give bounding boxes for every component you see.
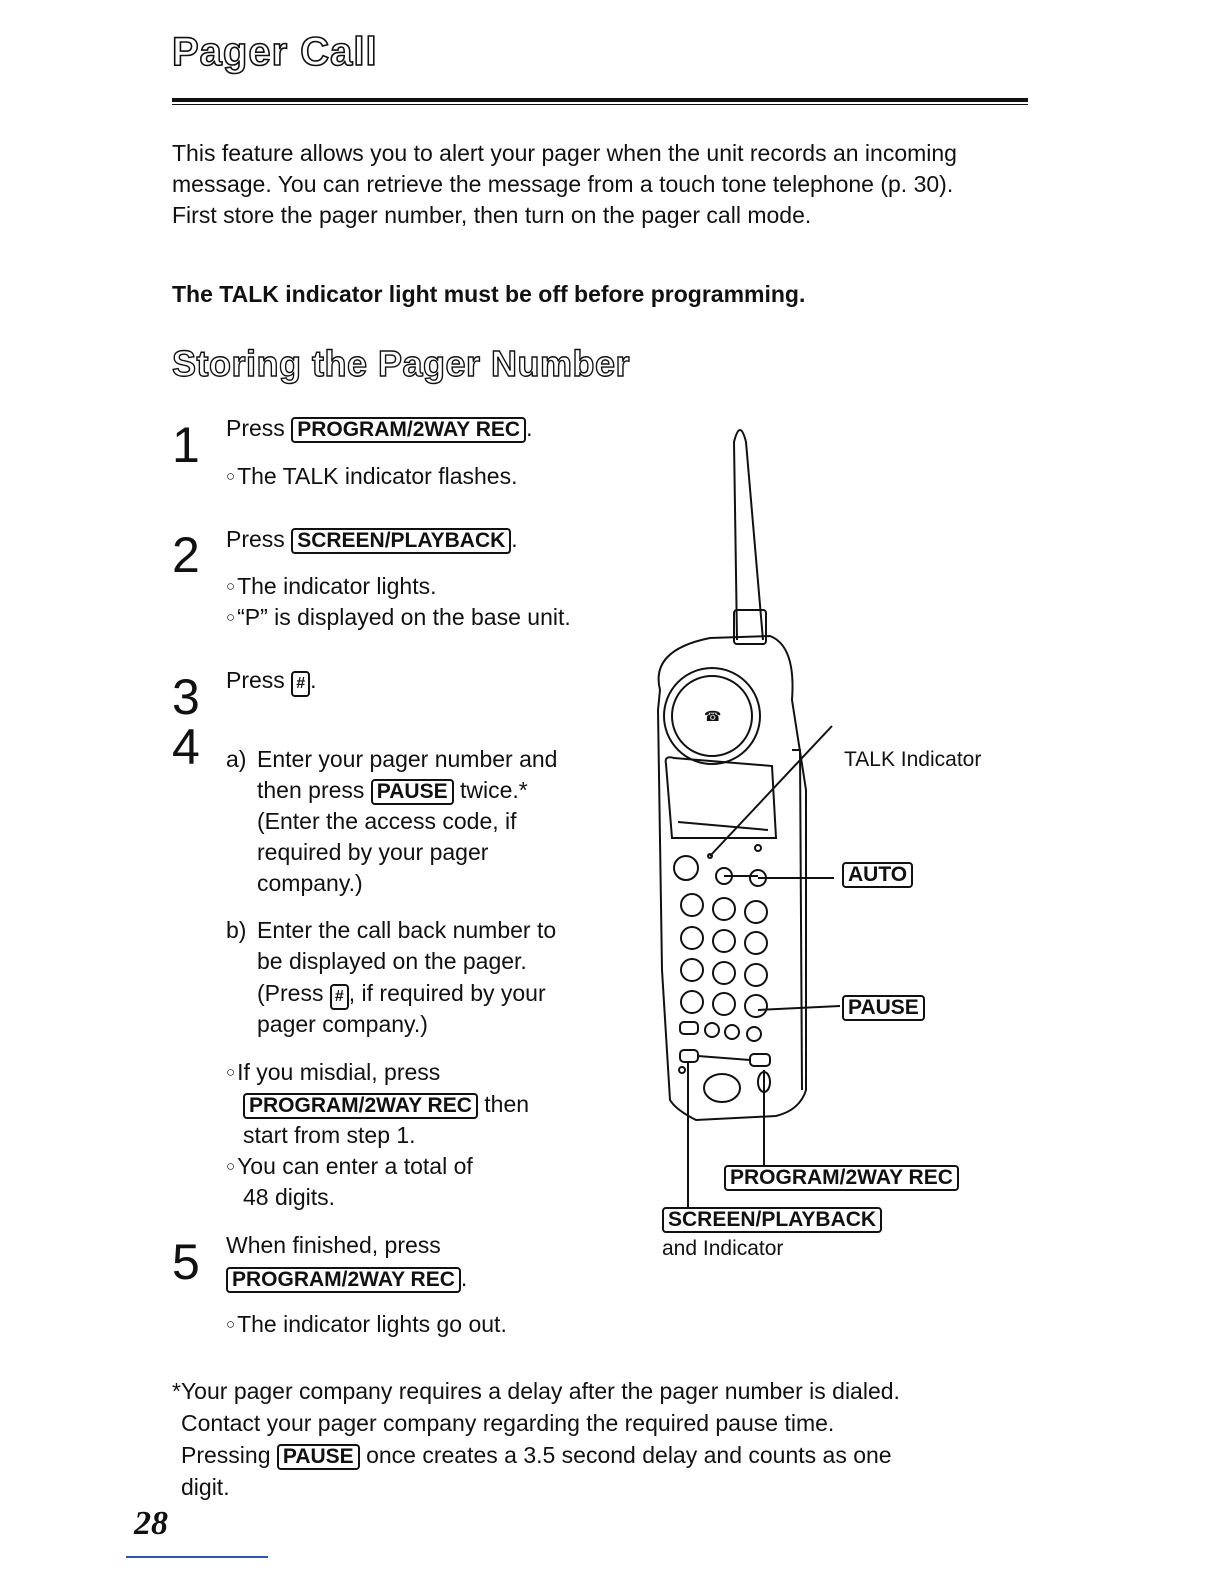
step-3-line (226, 665, 316, 697)
title-rule-thin (172, 104, 1028, 105)
pause-key-footnote: PAUSE (277, 1444, 360, 1470)
antenna-icon (734, 430, 763, 640)
program-key-misdial: PROGRAM/2WAY REC (243, 1093, 478, 1119)
step-4a-line-5: company.) (257, 870, 363, 896)
step-4a-line-3: (Enter the access code, if (257, 808, 517, 834)
auto-key: AUTO (842, 862, 913, 888)
step-4a-twice: twice.* (459, 777, 528, 803)
step-2-note-2: ○ “P” is displayed on the base unit. (226, 602, 571, 633)
step-2-note-1: ○ The indicator lights. (226, 571, 437, 602)
step-number-2: 2 (172, 527, 200, 583)
step-1-press: Press (226, 415, 285, 441)
step-number-1: 1 (172, 417, 200, 473)
step-1-line (226, 413, 532, 444)
step-5-period: . (460, 1265, 468, 1291)
misdial-then: then (484, 1091, 530, 1117)
handset-illustration (600, 410, 1030, 1270)
page-number-rule (126, 1556, 268, 1558)
misdial-line-2 (243, 1089, 529, 1120)
footnote-line-2: Contact your pager company regarding the required pause time. (181, 1410, 835, 1436)
step-4b-line-1: Enter the call back number to (257, 917, 557, 943)
step-number-4: 4 (172, 719, 200, 775)
step-4a-line-2 (257, 775, 528, 806)
step-3-press: Press (226, 667, 285, 693)
step-4a-then: then press (257, 777, 365, 803)
footnote-line-4: digit. (181, 1474, 230, 1500)
keypad (681, 894, 767, 1017)
step-4a-line-4: required by your pager (257, 839, 489, 865)
footnote (172, 1375, 1012, 1503)
pause-leader (758, 1006, 840, 1010)
hash-key: # (291, 671, 310, 697)
step-4b-line-2: be displayed on the pager. (257, 948, 527, 974)
page-number: 28 (134, 1505, 168, 1542)
step-5-line-1: When finished, press (226, 1232, 441, 1258)
footnote-pressing: Pressing (181, 1442, 271, 1468)
auto-key-label (842, 862, 913, 888)
step-1-period: . (526, 415, 533, 441)
step-4b-rest: , if required by your (348, 980, 546, 1006)
footnote-line-3 (172, 1439, 1012, 1471)
step-4a-prefix: a) (226, 746, 247, 772)
pause-key-label (842, 995, 925, 1021)
footnote-rest: once creates a 3.5 second delay and counts as one (366, 1442, 892, 1468)
step-5-line-2 (226, 1263, 467, 1294)
step-number-5: 5 (172, 1234, 200, 1290)
misdial-line-3: start from step 1. (243, 1122, 416, 1148)
total-digits-line-2: 48 digits. (243, 1184, 336, 1210)
step-2-line (226, 524, 518, 555)
screen-key-label (662, 1207, 882, 1233)
step-4b-prefix: b) (226, 917, 247, 943)
misdial-note: ○ If you misdial, press (226, 1057, 440, 1088)
hash-key-2: # (330, 984, 349, 1010)
total-digits-note: ○ You can enter a total of (226, 1151, 473, 1182)
step-2-period: . (511, 526, 518, 552)
step-5-note: ○ The indicator lights go out. (226, 1309, 507, 1340)
step-1-note: ○ The TALK indicator flashes. (226, 461, 517, 492)
page-title: Pager Call (172, 30, 378, 74)
step-4b-press: (Press (257, 980, 324, 1006)
program-key-figure: PROGRAM/2WAY REC (724, 1165, 959, 1191)
step-4b-line-4: pager company.) (257, 1011, 428, 1037)
pause-key-figure: PAUSE (842, 995, 925, 1021)
pause-key: PAUSE (371, 779, 454, 805)
screen-playback-key: SCREEN/PLAYBACK (291, 528, 511, 554)
intro-paragraph: This feature allows you to alert your pager when the unit records an incoming message. You can retrieve the message from a touch tone telephone (p. 30). First store the pager number, then turn on the pager call mode. (172, 140, 957, 228)
program-key-label (724, 1165, 959, 1191)
step-number-3: 3 (172, 669, 200, 725)
warning-text: The TALK indicator light must be off before programming. (172, 281, 806, 307)
section-title: Storing the Pager Number (172, 343, 631, 384)
talk-indicator-leader (710, 726, 832, 856)
footnote-line-1: *Your pager company requires a delay after the pager number is dialed. (172, 1378, 900, 1404)
program-key-finish: PROGRAM/2WAY REC (226, 1267, 461, 1293)
title-rule (172, 98, 1028, 102)
svg-text:☎: ☎ (704, 708, 722, 724)
step-3-period: . (310, 667, 317, 693)
step-4a-line-1: Enter your pager number and (257, 746, 558, 772)
and-indicator-label: and Indicator (662, 1237, 784, 1260)
talk-indicator-label: TALK Indicator (844, 748, 982, 771)
step-2-press: Press (226, 526, 285, 552)
screen-key-figure: SCREEN/PLAYBACK (662, 1207, 882, 1233)
program-key: PROGRAM/2WAY REC (291, 417, 526, 443)
step-4b-line-3 (257, 978, 546, 1010)
